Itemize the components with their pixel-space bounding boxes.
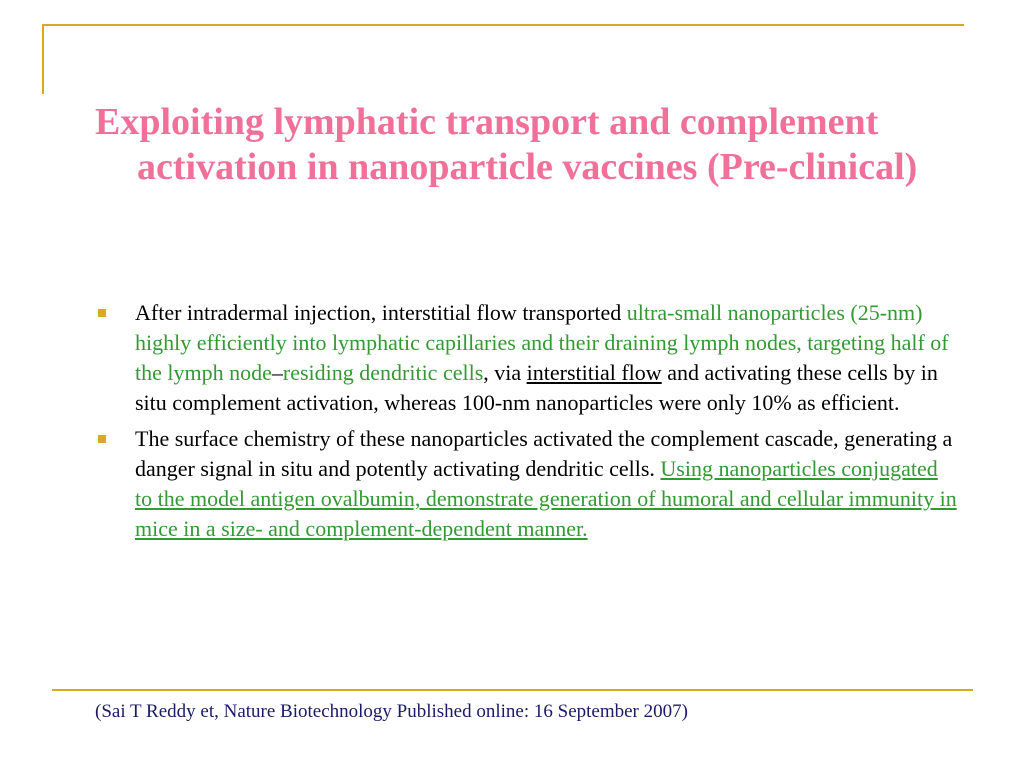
bullet-1-text-via: , via [483,360,527,385]
citation: (Sai T Reddy et, Nature Biotechnology Published online: 16 September 2007) [95,701,688,722]
square-bullet-icon [98,435,106,443]
bullet-1-text-rest: and activating these cells by in situ complement activation, whereas 100-nm nanoparticles were only 10% as efficient. [135,360,938,415]
bullet-item-2 [95,424,957,544]
bullet-1-highlight-dendritic-cells: residing dendritic cells [282,360,484,385]
bullet-1-dash: – [271,360,283,385]
bullet-2-highlight-ovalbumin: Using nanoparticles conjugated to the model antigen ovalbumin, demonstrate generation of humoral and cellular immunity in mice in a size- and complement-dependent manner. [135,456,957,541]
frame-top-line [42,24,964,26]
bullet-item-1 [95,298,957,418]
square-bullet-icon [98,309,106,317]
slide-title: Exploiting lymphatic transport and complement activation in nanoparticle vaccines (Pre-clinical) [95,101,918,188]
bullet-2-text-intro: The surface chemistry of these nanoparticles activated the complement cascade, generating a danger signal in situ and potently activating dendritic cells. [135,426,953,481]
bullet-1-underlined-interstitial-flow: interstitial flow [526,360,662,385]
bullet-list [95,298,957,550]
bullet-1-text-intro: After intradermal injection, interstitial flow transported [135,300,627,325]
bullet-1-highlight-nanoparticles: ultra-small nanoparticles (25-nm) highly efficiently into lymphatic capillaries and their draining lymph nodes, targeting half of the lymph node [135,300,949,385]
frame-left-line [42,24,44,94]
footer-rule [52,689,973,691]
